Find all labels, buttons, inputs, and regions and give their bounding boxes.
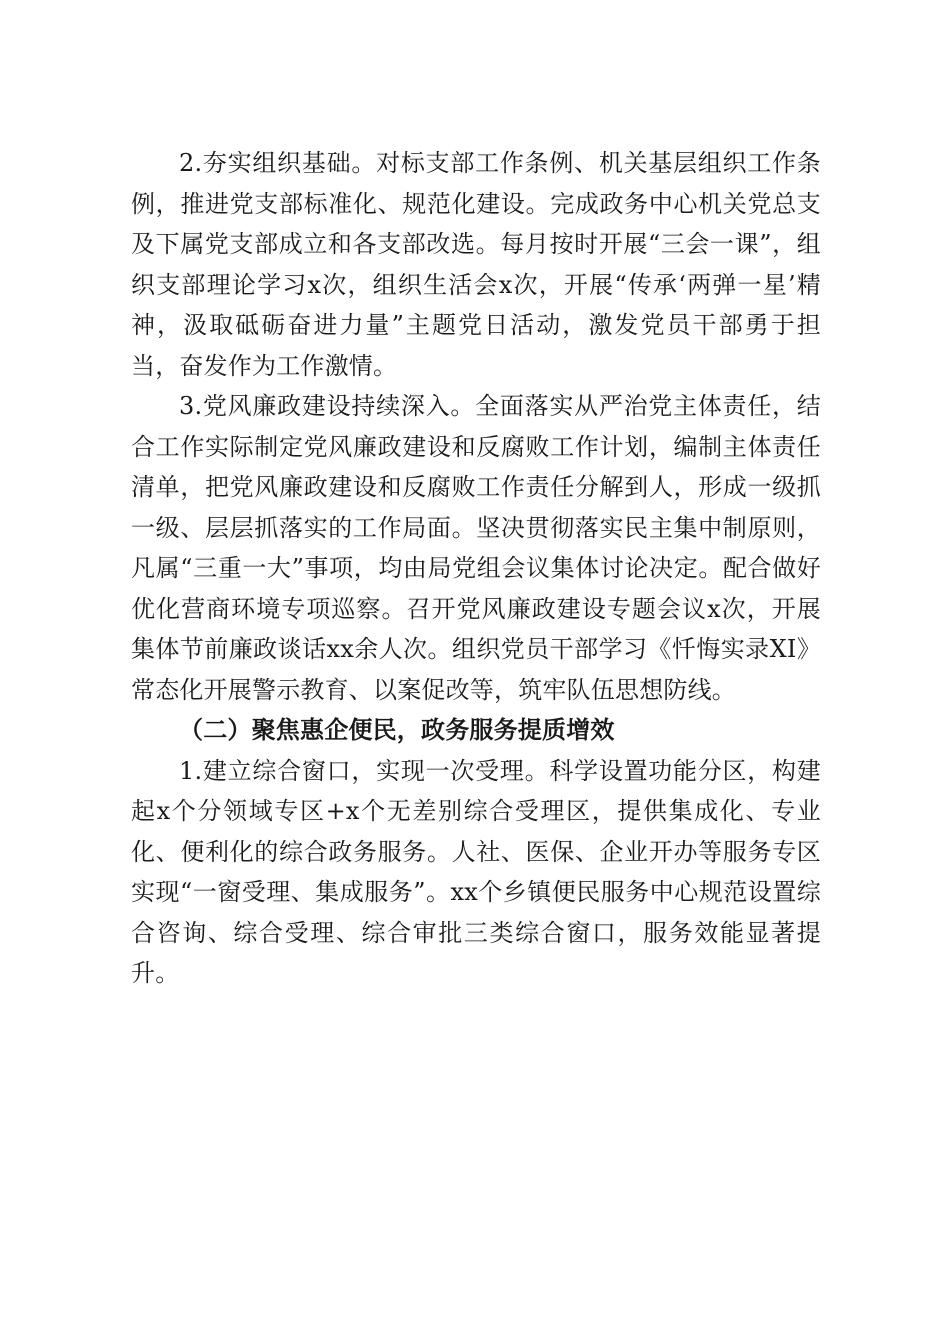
section-heading-government-services: （二）聚焦惠企便民，政务服务提质增效 xyxy=(179,715,615,744)
document-body xyxy=(131,143,821,994)
paragraph-strengthen-organization: 2.夯实组织基础。对标支部工作条例、机关基层组织工作条例，推进党支部标准化、规范化建设。完成政务中心机关党总支及下属党支部成立和各支部改选。每月按时开展“三会一课”，组织支部理论学习x次，组织生活会x次，开展“传承‘两弹一星’精神，汲取砥砺奋进力量”主题党日活动，激发党员干部勇于担当，奋发作为工作激情。 xyxy=(131,149,821,380)
paragraph-party-integrity: 3.党风廉政建设持续深入。全面落实从严治党主体责任，结合工作实际制定党风廉政建设和反腐败工作计划，编制主体责任清单，把党风廉政建设和反腐败工作责任分解到人，形成一级抓一级、层层抓落实的工作局面。坚决贯彻落实民主集中制原则，凡属“三重一大”事项，均由局党组会议集体讨论决定。配合做好优化营商环境专项巡察。召开党风廉政建设专题会议x次，开展集体节前廉政谈话xx余人次。组织党员干部学习《忏悔实录XI》常态化开展警示教育、以案促改等，筑牢队伍思想防线。 xyxy=(131,392,821,704)
paragraph-comprehensive-window: 1.建立综合窗口，实现一次受理。科学设置功能分区，构建起x个分领域专区+x个无差别综合受理区，提供集成化、专业化、便利化的综合政务服务。人社、医保、企业开办等服务专区实现“一窗受理、集成服务”。xx个乡镇便民服务中心规范设置综合咨询、综合受理、综合审批三类综合窗口，服务效能显著提升。 xyxy=(131,756,821,987)
